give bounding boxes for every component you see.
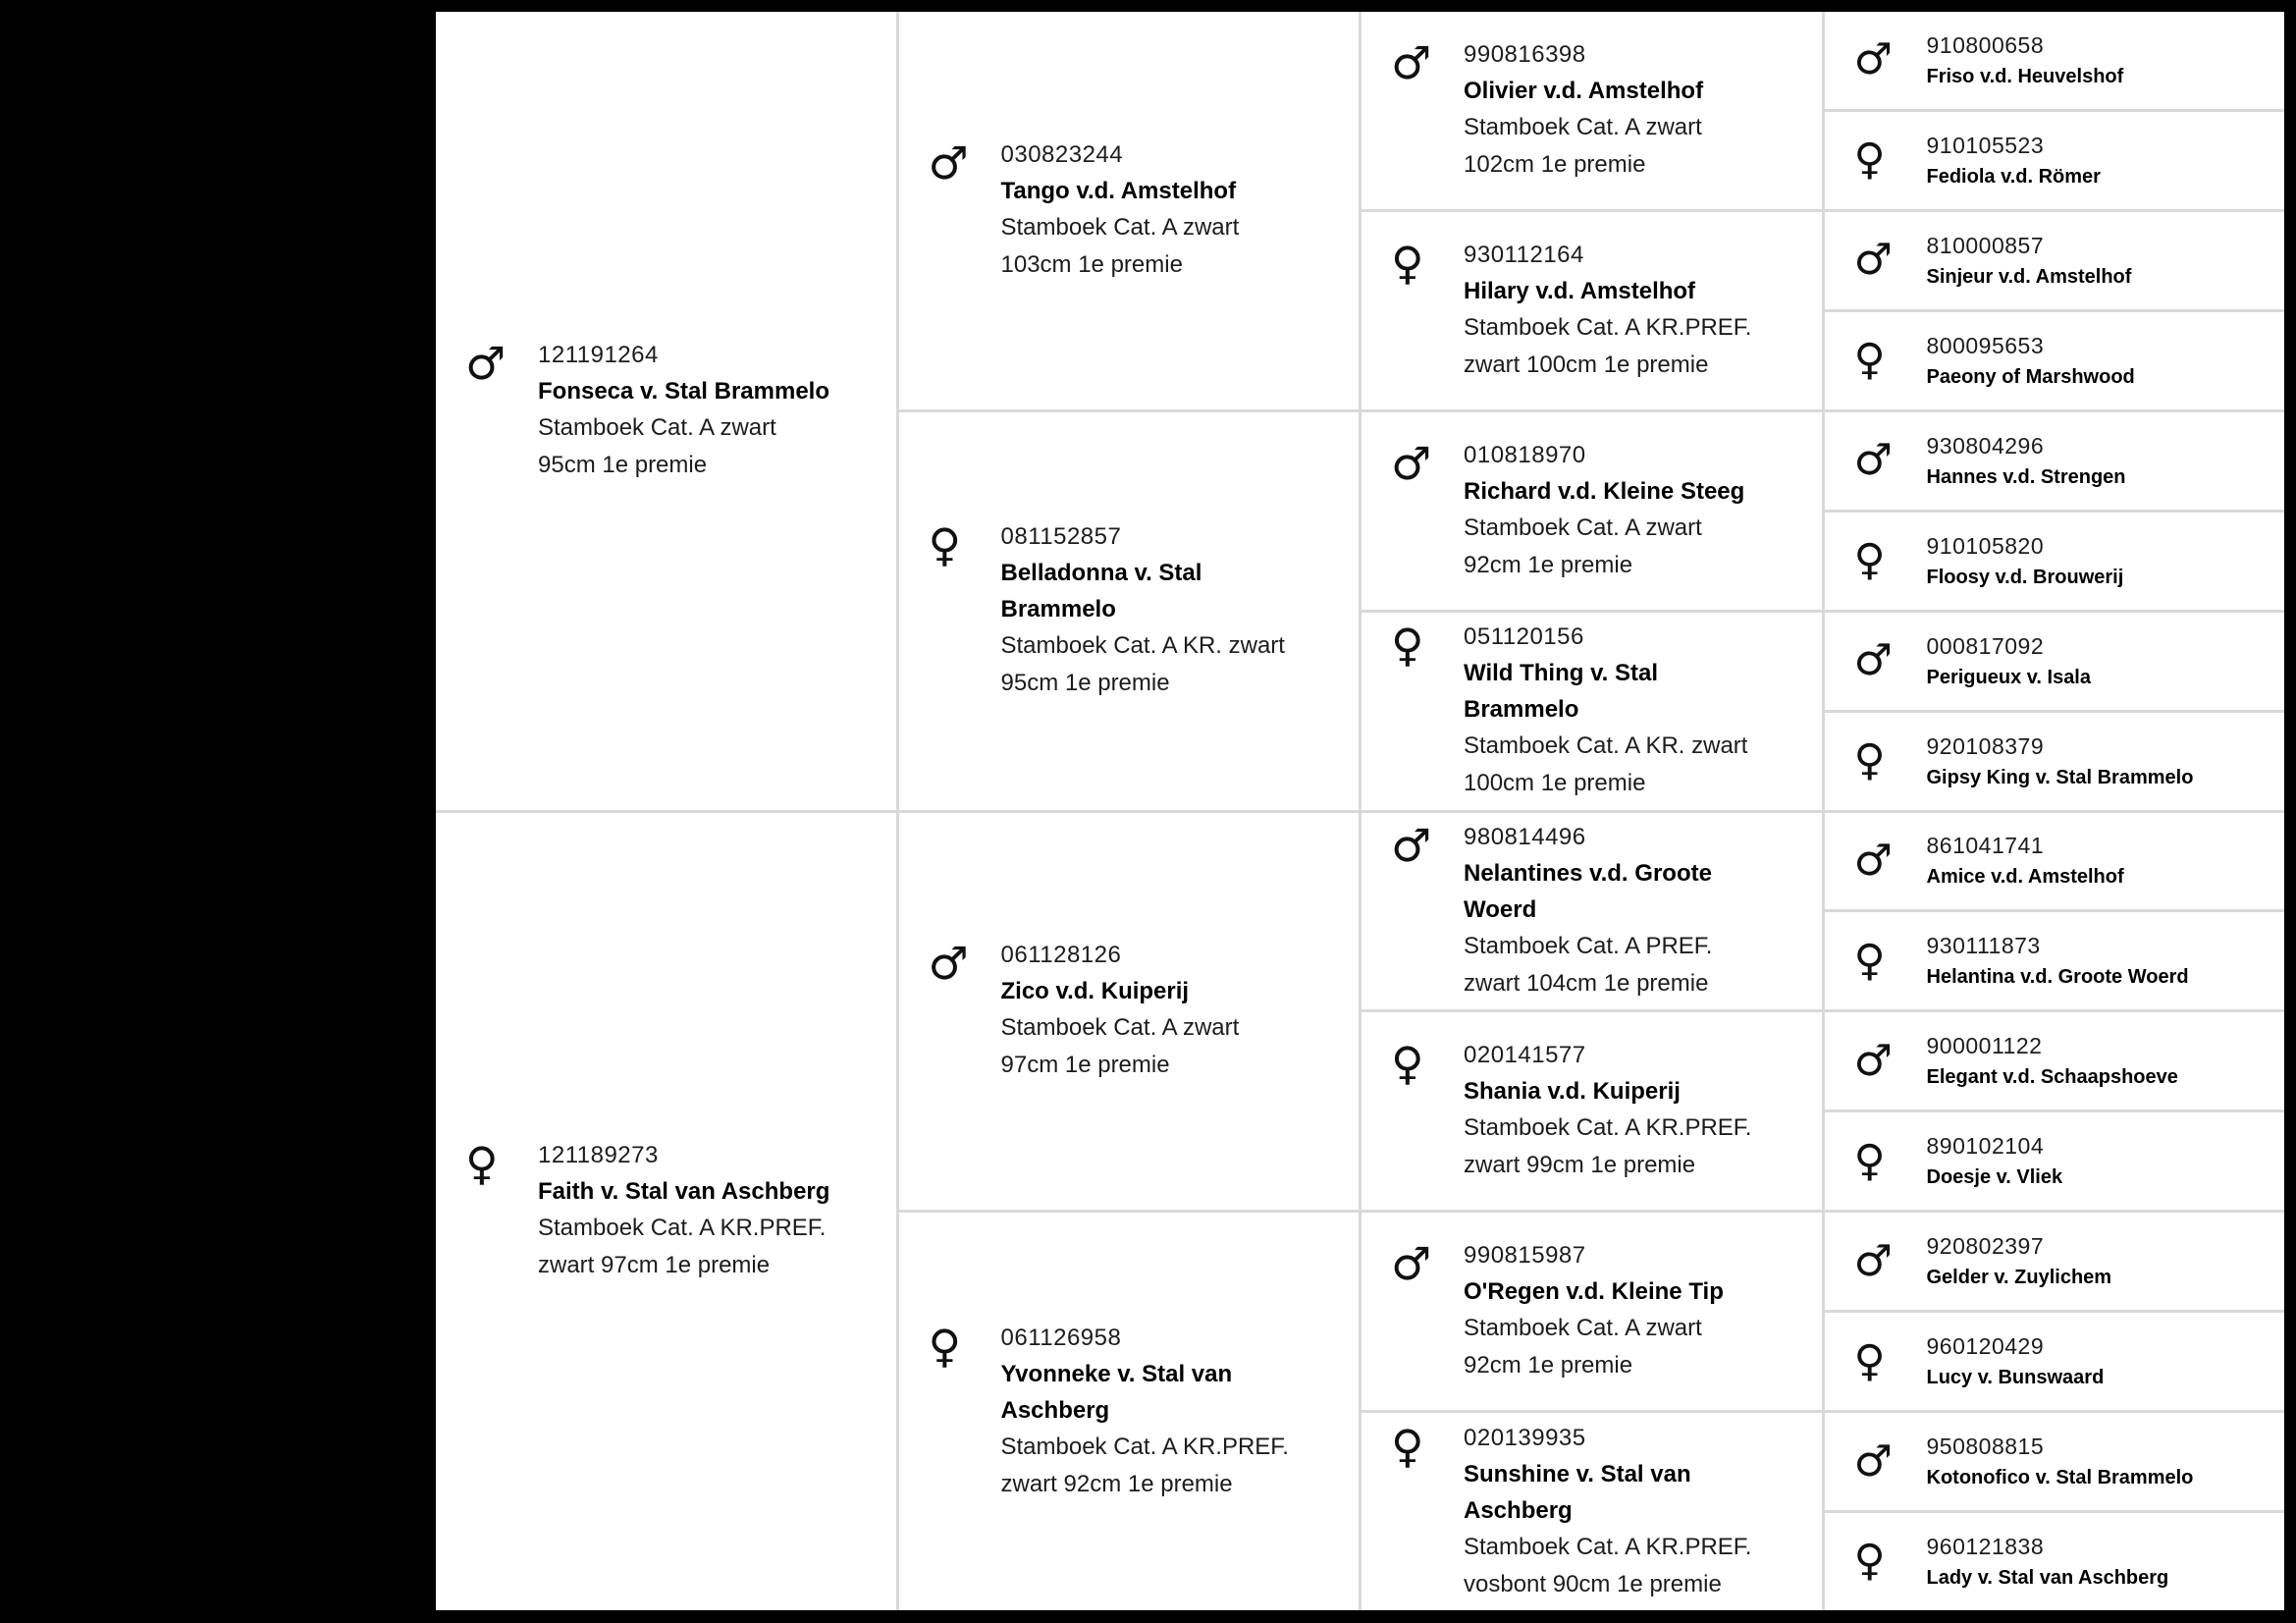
horse-info	[1464, 620, 1777, 802]
horse-name: Amice v.d. Amstelhof	[1926, 866, 2124, 889]
registration-number: 920108379	[1926, 732, 2045, 759]
horse-entry	[929, 519, 1314, 702]
pedigree-cell	[1825, 810, 2285, 910]
horse-info	[1927, 930, 2189, 992]
horse-name: Sinjeur v.d. Amstelhof	[1926, 265, 2132, 288]
horse-entry	[929, 1321, 1314, 1503]
registration-number: 800095653	[1926, 332, 2045, 358]
horse-entry	[1391, 238, 1764, 384]
registration-number: 061128126	[1000, 942, 1122, 969]
horse-info	[1927, 1130, 2063, 1192]
studbook-details: Stamboek Cat. A zwart 95cm 1e premie	[538, 413, 776, 478]
female-icon: ♀	[1391, 619, 1424, 673]
horse-name: Doesje v. Vliek	[1926, 1166, 2063, 1189]
studbook-details: Stamboek Cat. A KR.PREF. zwart 99cm 1e premie	[1464, 1114, 1752, 1179]
registration-number: 081152857	[1000, 523, 1122, 551]
horse-info	[1927, 1230, 2112, 1292]
horse-entry	[929, 137, 1302, 284]
horse-info	[1927, 630, 2092, 692]
pedigree-cell	[1825, 12, 2285, 109]
generation-column-4	[1822, 12, 2285, 1610]
horse-name: Tango v.d. Amstelhof	[1000, 177, 1237, 204]
studbook-details: Stamboek Cat. A zwart 97cm 1e premie	[1000, 1014, 1240, 1079]
horse-name: O'Regen v.d. Kleine Tip	[1464, 1278, 1724, 1306]
pedigree-cell	[1825, 1210, 2285, 1310]
registration-number: 121189273	[538, 1142, 659, 1169]
pedigree-cell	[1825, 1510, 2285, 1610]
horse-info	[1464, 37, 1764, 184]
horse-entry	[1391, 438, 1764, 584]
registration-number: 960120429	[1926, 1333, 2045, 1360]
studbook-details: Stamboek Cat. A zwart 92cm 1e premie	[1464, 514, 1702, 578]
generation-column-2	[896, 12, 1360, 1610]
studbook-details: Stamboek Cat. A zwart 92cm 1e premie	[1464, 1315, 1702, 1380]
pedigree-cell	[1362, 209, 1822, 409]
horse-name: Gipsy King v. Stal Brammelo	[1926, 766, 2194, 788]
horse-name: Nelantines v.d. Groote Woerd	[1464, 859, 1712, 923]
male-icon: ♂	[1391, 1237, 1432, 1291]
registration-number: 030823244	[1000, 140, 1124, 168]
horse-info	[1927, 1431, 2194, 1492]
female-icon: ♀	[1853, 734, 1886, 785]
male-icon: ♂	[928, 135, 969, 189]
studbook-details: Stamboek Cat. A zwart 103cm 1e premie	[1000, 213, 1240, 278]
horse-entry	[1854, 530, 2124, 592]
pedigree-cell	[1825, 610, 2285, 710]
generation-column-3	[1359, 12, 1822, 1610]
horse-info	[1927, 830, 2124, 892]
horse-info	[538, 338, 838, 484]
pedigree-cell	[436, 810, 896, 1611]
female-icon: ♀	[1853, 135, 1886, 186]
horse-entry	[1854, 1230, 2112, 1292]
studbook-details: Stamboek Cat. A KR.PREF. vosbont 90cm 1e premie	[1464, 1533, 1752, 1597]
horse-entry	[1854, 29, 2124, 91]
registration-number: 020139935	[1464, 1424, 1586, 1451]
horse-info	[538, 1138, 838, 1284]
registration-number: 890102104	[1926, 1133, 2045, 1160]
horse-name: Yvonneke v. Stal van Aschberg	[1000, 1360, 1233, 1424]
horse-info	[1927, 430, 2126, 492]
horse-entry	[1854, 330, 2135, 392]
studbook-details: Stamboek Cat. A zwart 102cm 1e premie	[1464, 113, 1702, 178]
horse-info	[1464, 820, 1777, 1002]
horse-info	[1927, 1330, 2105, 1392]
horse-entry	[1391, 1421, 1777, 1603]
registration-number: 960121838	[1926, 1534, 2045, 1560]
female-icon: ♀	[928, 1319, 962, 1373]
horse-info	[1927, 230, 2132, 292]
horse-name: Fediola v.d. Römer	[1926, 165, 2101, 188]
pedigree-cell	[1825, 1310, 2285, 1410]
horse-name: Friso v.d. Heuvelshof	[1926, 65, 2124, 87]
horse-entry	[1391, 1238, 1764, 1384]
horse-entry	[1854, 830, 2124, 892]
horse-info	[1001, 1321, 1314, 1503]
horse-entry	[1854, 730, 2194, 792]
studbook-details: Stamboek Cat. A PREF. zwart 104cm 1e premie	[1464, 932, 1713, 997]
horse-entry	[1854, 430, 2126, 492]
pedigree-cell	[1825, 309, 2285, 409]
female-icon: ♀	[1853, 1536, 1886, 1587]
horse-entry	[1854, 630, 2092, 692]
pedigree-cell	[1362, 409, 1822, 610]
registration-number: 910800658	[1926, 31, 2045, 58]
male-icon: ♂	[1853, 635, 1893, 685]
studbook-details: Stamboek Cat. A KR.PREF. zwart 97cm 1e premie	[538, 1215, 827, 1279]
pedigree-cell	[899, 409, 1360, 810]
pedigree-cell	[1825, 1410, 2285, 1510]
horse-entry	[1854, 130, 2101, 191]
pedigree-cell	[1362, 1410, 1822, 1610]
male-icon: ♂	[1391, 35, 1432, 89]
horse-info	[1464, 238, 1764, 384]
pedigree-cell	[1825, 409, 2285, 510]
female-icon: ♀	[1853, 935, 1886, 986]
horse-info	[1927, 29, 2124, 91]
registration-number: 910105820	[1926, 532, 2045, 559]
registration-number: 810000857	[1926, 232, 2045, 258]
registration-number: 020141577	[1464, 1042, 1586, 1069]
male-icon: ♂	[1853, 34, 1893, 85]
studbook-details: Stamboek Cat. A KR. zwart 100cm 1e premie	[1464, 732, 1748, 797]
female-icon: ♀	[1391, 236, 1424, 290]
horse-name: Wild Thing v. Stal Brammelo	[1464, 660, 1658, 724]
horse-entry	[929, 938, 1302, 1084]
female-icon: ♀	[1853, 1135, 1886, 1186]
male-icon: ♂	[1391, 436, 1432, 490]
horse-name: Perigueux v. Isala	[1926, 666, 2091, 688]
studbook-details: Stamboek Cat. A KR.PREF. zwart 100cm 1e premie	[1464, 313, 1752, 378]
horse-info	[1927, 1531, 2169, 1593]
horse-name: Faith v. Stal van Aschberg	[538, 1178, 830, 1206]
registration-number: 930111873	[1926, 933, 2041, 959]
registration-number: 930804296	[1926, 432, 2045, 459]
female-icon: ♀	[1853, 1335, 1886, 1386]
registration-number: 990816398	[1464, 40, 1586, 68]
horse-name: Sunshine v. Stal van Aschberg	[1464, 1460, 1691, 1524]
horse-entry	[1391, 820, 1777, 1002]
pedigree-cell	[1825, 209, 2285, 309]
registration-number: 950808815	[1926, 1434, 2045, 1460]
male-icon: ♂	[1853, 435, 1893, 486]
horse-entry	[1854, 230, 2132, 292]
horse-name: Helantina v.d. Groote Woerd	[1926, 966, 2189, 989]
registration-number: 000817092	[1926, 632, 2045, 659]
pedigree-cell	[1825, 1109, 2285, 1210]
female-icon: ♀	[465, 1137, 499, 1191]
studbook-details: Stamboek Cat. A KR. zwart 95cm 1e premie	[1000, 632, 1285, 697]
horse-name: Belladonna v. Stal Brammelo	[1000, 560, 1202, 623]
pedigree-cell	[1362, 610, 1822, 810]
female-icon: ♀	[1853, 335, 1886, 386]
horse-info	[1001, 519, 1314, 702]
pedigree-cell	[899, 12, 1360, 409]
generation-column-1	[436, 12, 896, 1610]
horse-name: Floosy v.d. Brouwerij	[1926, 566, 2124, 588]
registration-number: 920802397	[1926, 1233, 2045, 1260]
horse-name: Hilary v.d. Amstelhof	[1464, 277, 1696, 304]
horse-entry	[1391, 620, 1777, 802]
horse-info	[1464, 1238, 1764, 1384]
registration-number: 121191264	[538, 341, 659, 368]
pedigree-cell	[1362, 1009, 1822, 1210]
horse-name: Zico v.d. Kuiperij	[1000, 978, 1190, 1005]
horse-name: Olivier v.d. Amstelhof	[1464, 77, 1704, 104]
registration-number: 061126958	[1000, 1324, 1122, 1351]
registration-number: 980814496	[1464, 823, 1586, 850]
pedigree-cell	[899, 810, 1360, 1211]
pedigree-chart	[12, 12, 2284, 1610]
pedigree-cell	[1362, 810, 1822, 1010]
horse-name: Gelder v. Zuylichem	[1926, 1267, 2112, 1289]
horse-name: Kotonofico v. Stal Brammelo	[1926, 1467, 2194, 1489]
pedigree-cell	[1825, 909, 2285, 1009]
pedigree-cell	[1825, 109, 2285, 209]
horse-info	[1464, 1038, 1764, 1184]
horse-info	[1927, 330, 2135, 392]
horse-entry	[1854, 1330, 2105, 1392]
horse-info	[1464, 1421, 1777, 1603]
horse-name: Lucy v. Bunswaard	[1926, 1367, 2105, 1389]
male-icon: ♂	[1853, 235, 1893, 286]
pedigree-cell	[1362, 1210, 1822, 1410]
female-icon: ♀	[1391, 1037, 1424, 1091]
male-icon: ♂	[465, 336, 507, 390]
pedigree-cell	[899, 1210, 1360, 1610]
female-icon: ♀	[1853, 535, 1886, 586]
female-icon: ♀	[1391, 1419, 1424, 1473]
horse-entry	[1854, 1531, 2169, 1593]
horse-info	[1001, 938, 1302, 1084]
male-icon: ♂	[1853, 1235, 1893, 1286]
registration-number: 930112164	[1464, 241, 1584, 268]
registration-number: 861041741	[1926, 833, 2045, 859]
horse-name: Paeony of Marshwood	[1926, 365, 2135, 388]
horse-entry	[1854, 1130, 2063, 1192]
horse-entry	[1391, 37, 1764, 184]
registration-number: 010818970	[1464, 441, 1586, 468]
horse-name: Elegant v.d. Schaapshoeve	[1926, 1066, 2178, 1089]
studbook-details: Stamboek Cat. A KR.PREF. zwart 92cm 1e premie	[1000, 1433, 1289, 1497]
horse-entry	[465, 338, 838, 484]
horse-entry	[1854, 930, 2189, 992]
pedigree-cell	[436, 12, 896, 810]
horse-info	[1464, 438, 1764, 584]
pedigree-cell	[1825, 1009, 2285, 1109]
horse-name: Hannes v.d. Strengen	[1926, 465, 2126, 488]
registration-number: 900001122	[1926, 1033, 2043, 1059]
male-icon: ♂	[1853, 835, 1893, 886]
blacked-out-subject-area	[12, 12, 436, 1610]
pedigree-cell	[1362, 12, 1822, 209]
horse-entry	[465, 1138, 838, 1284]
horse-info	[1927, 730, 2194, 792]
horse-info	[1927, 530, 2124, 592]
registration-number: 990815987	[1464, 1242, 1586, 1270]
male-icon: ♂	[928, 937, 969, 991]
horse-entry	[1854, 1030, 2178, 1092]
pedigree-cell	[1825, 510, 2285, 610]
registration-number: 910105523	[1926, 132, 2045, 158]
horse-entry	[1854, 1431, 2194, 1492]
horse-name: Lady v. Stal van Aschberg	[1926, 1567, 2169, 1590]
male-icon: ♂	[1853, 1035, 1893, 1086]
horse-entry	[1391, 1038, 1764, 1184]
male-icon: ♂	[1391, 818, 1432, 872]
horse-name: Richard v.d. Kleine Steeg	[1464, 477, 1745, 505]
pedigree-cell	[1825, 710, 2285, 810]
female-icon: ♀	[928, 518, 962, 572]
horse-name: Shania v.d. Kuiperij	[1464, 1078, 1681, 1106]
male-icon: ♂	[1853, 1435, 1893, 1487]
horse-info	[1001, 137, 1302, 284]
horse-info	[1927, 1030, 2178, 1092]
registration-number: 051120156	[1464, 623, 1584, 651]
horse-info	[1927, 130, 2101, 191]
horse-name: Fonseca v. Stal Brammelo	[538, 377, 829, 405]
